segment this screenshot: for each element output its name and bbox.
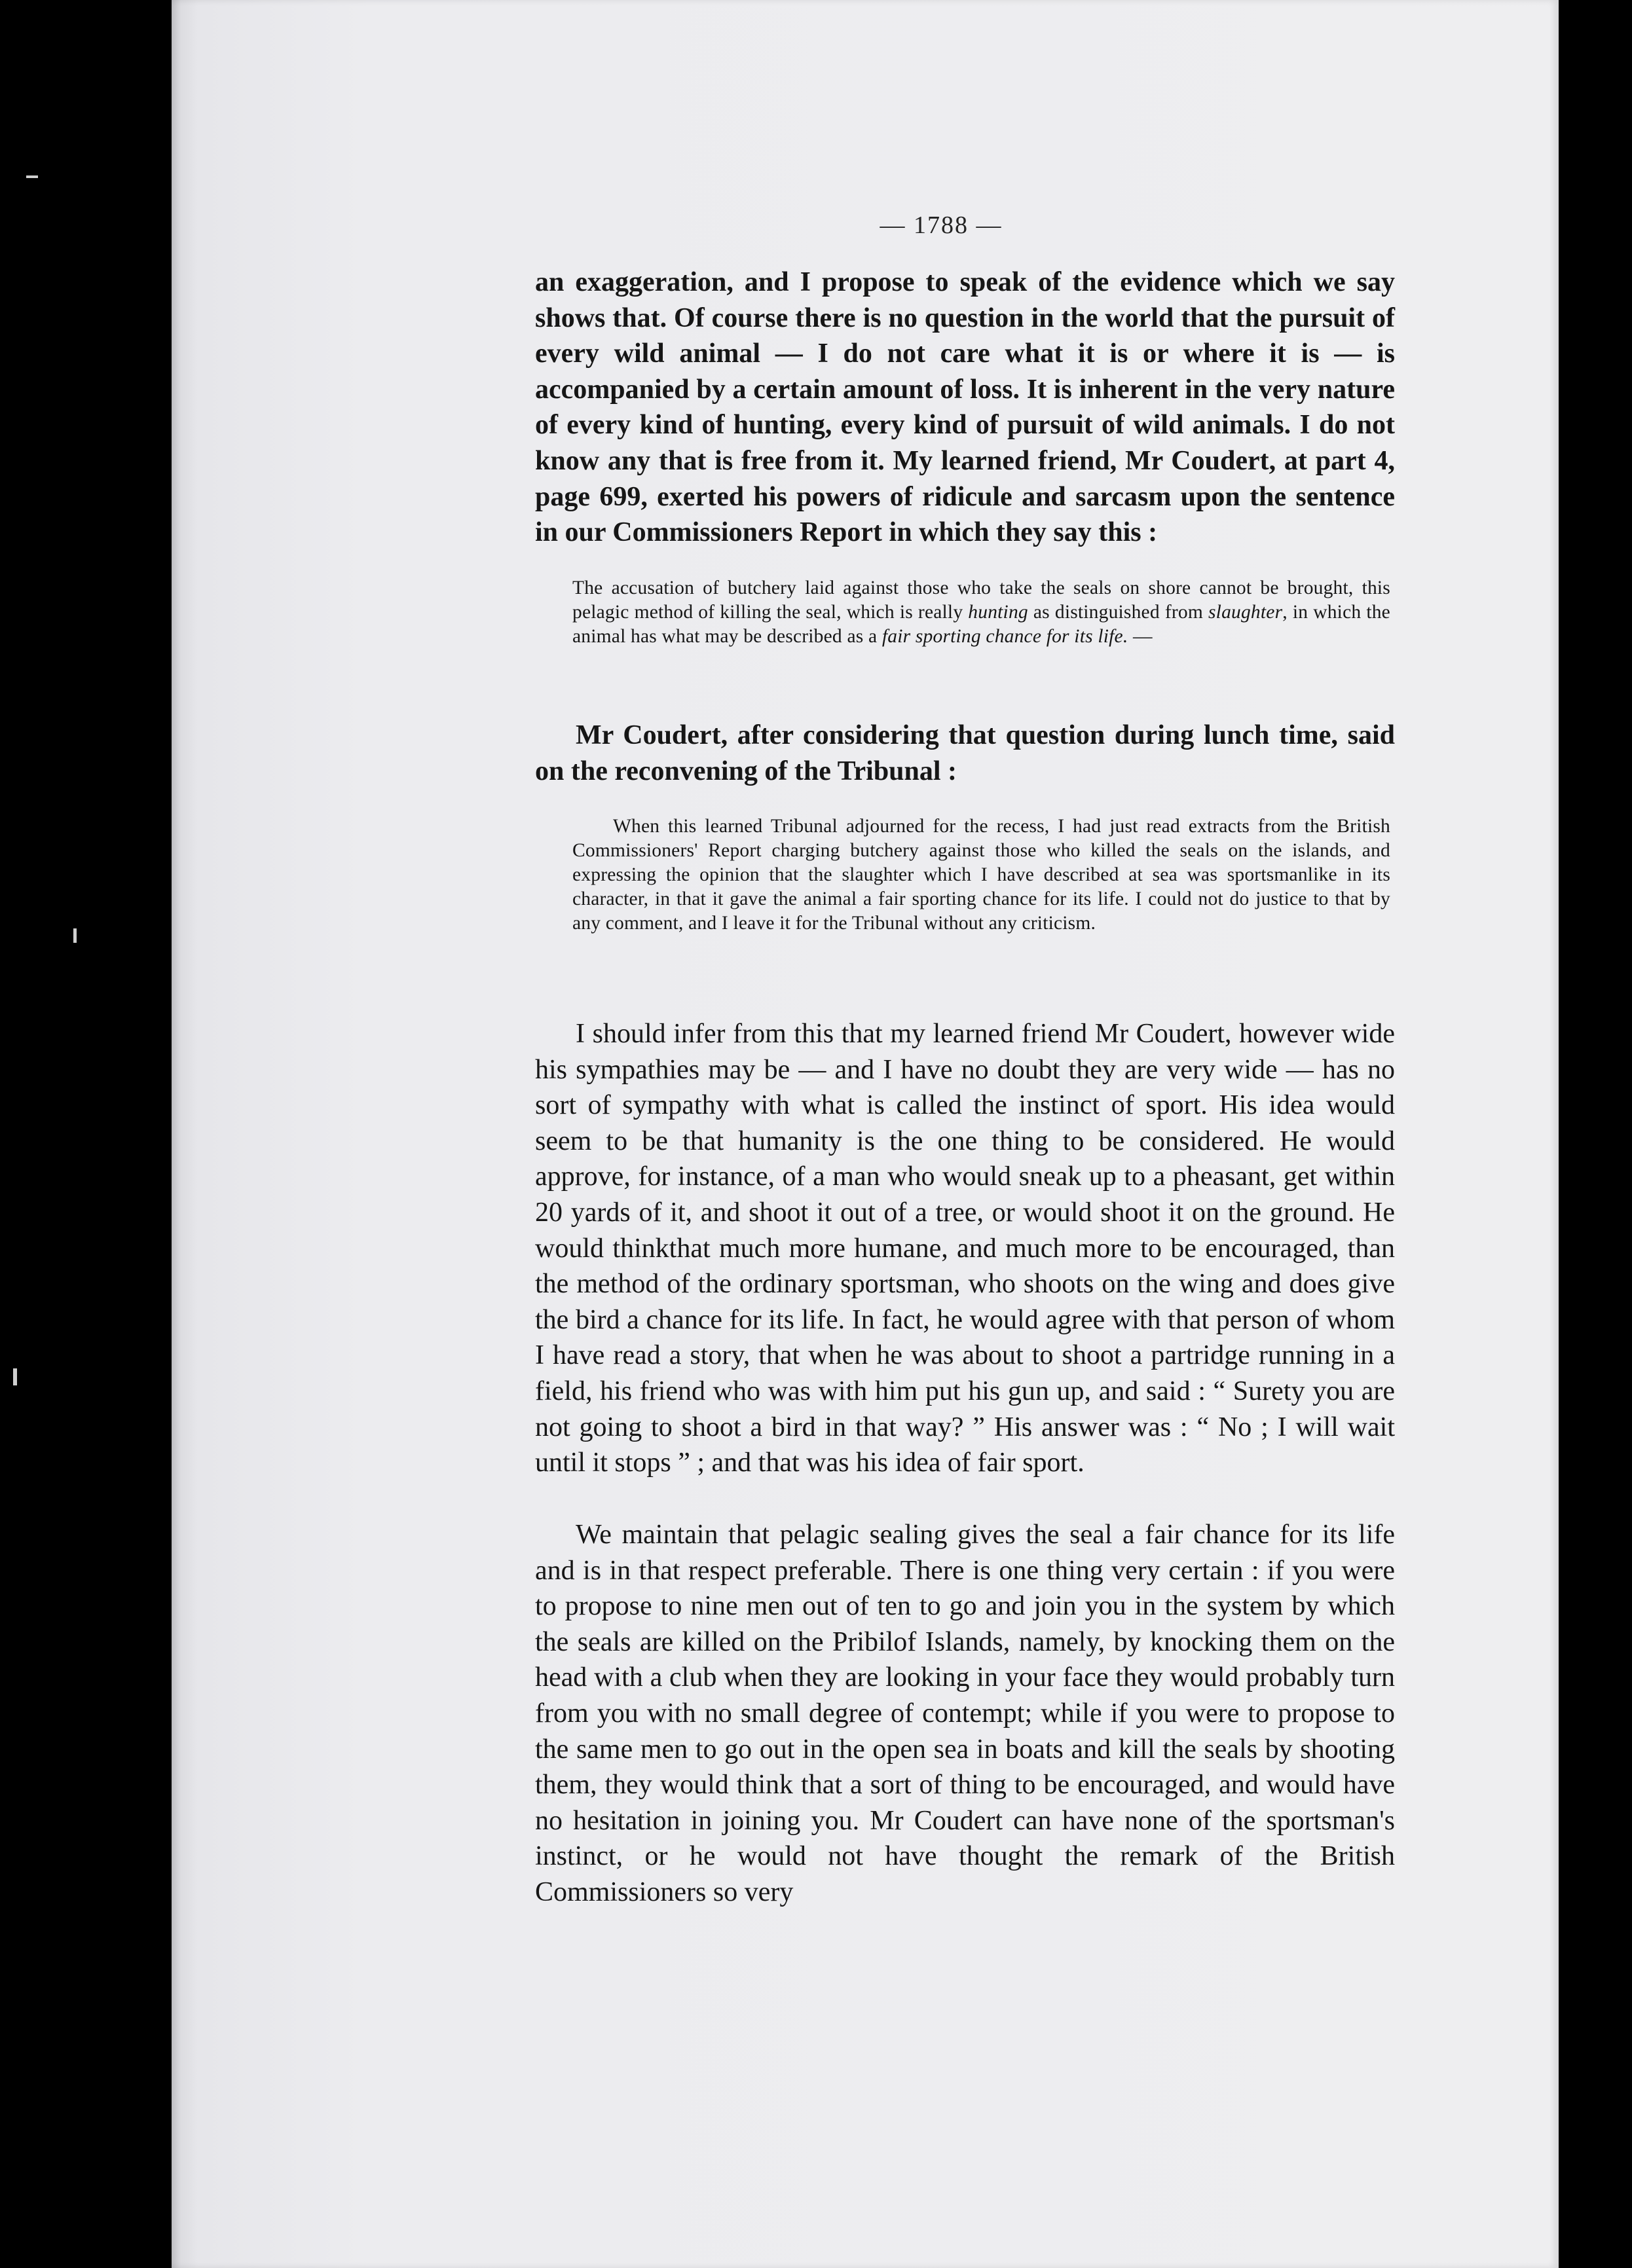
block-quote-1 xyxy=(572,576,1390,649)
quote-1-text-a: The accusation of butchery laid against those who take the seals on shore cannot be brought, this pelagic method of killing the seal, which is really xyxy=(572,577,1390,623)
quote-1-fair-chance: fair sporting chance for its life. xyxy=(881,626,1128,647)
paragraph-2: Mr Coudert, after considering that question during lunch time, said on the reconvening of the Tribunal : xyxy=(535,720,1395,786)
quote-1-slaughter: slaughter xyxy=(1208,602,1283,623)
scan-border-right xyxy=(1559,0,1632,2268)
quote-1-text-b: as distinguished from xyxy=(1028,602,1208,623)
scan-speck xyxy=(13,1368,17,1385)
scan-speck xyxy=(26,175,38,178)
block-quote-2: When this learned Tribunal adjourned for the recess, I had just read extracts from the British Commissioners' Report charging butchery against those who killed the seals on the islands, and expressing the opinion that the slaughter which I have described at sea was sportsmanlike in its character, in that it gave the animal a fair sporting chance for its life. I could not do justice to that by any comment, and I leave it for the Tribunal without any criticism. xyxy=(572,816,1390,934)
quote-1-text-d: — xyxy=(1128,626,1153,647)
scan-speck xyxy=(73,928,77,943)
page-number: — 1788 — xyxy=(880,211,1003,239)
quote-1-text-c: , in which the animal has what may be described as a xyxy=(572,602,1390,647)
paragraph-3: I should infer from this that my learned friend Mr Coudert, however wide his sympathies may be — and I have no doubt they are very wide — has no sort of sympathy with what is called the instinct of sport. His idea would seem to be that humanity is the one thing to be considered. He would approve, for instance, of a man who would sneak up to a pheasant, get within 20 yards of it, and shoot it out of a tree, or would shoot it on the ground. He would thinkthat much more humane, and much more to be encouraged, than the method of the ordinary sportsman, who shoots on the wing and does give the bird a chance for its life. In fact, he would agree with that person of whom I have read a story, that when he was about to shoot a partridge running in a field, his friend who was with him put his gun up, and said : “ Surety you are not going to shoot a bird in that way? ” His answer was : “ No ; I will wait until it stops ” ; and that was his idea of fair sport. xyxy=(535,1019,1395,1478)
quote-1-hunting: hunting xyxy=(968,602,1028,623)
scan-border-left xyxy=(0,0,172,2268)
paragraph-4: We maintain that pelagic sealing gives the seal a fair chance for its life and is in that respect preferable. There is one thing very certain : if you were to propose to nine men out of ten to go and join you in the system by which the seals are killed on the Pribilof Islands, namely, by knocking them on the head with a club when they are looking in your face they would probably turn from you with no small degree of contempt; while if you were to propose to the same men to go out in the open sea in boats and kill the seals by shooting them, they would think that a sort of thing to be encouraged, and would have no hesitation in joining you. Mr Coudert can have none of the sportsman's instinct, or he would not have thought the remark of the British Commissioners so very xyxy=(535,1520,1395,1907)
paragraph-1: an exaggeration, and I propose to speak of the evidence which we say shows that. Of course there is no question in the world that the pursuit of every wild animal — I do not care what it is or where it is — is accompanied by a certain amount of loss. It is inherent in the very nature of every kind of hunting, every kind of pursuit of wild animals. I do not know any that is free from it. My learned friend, Mr Coudert, at part 4, page 699, exerted his powers of ridicule and sarcasm upon the sentence in our Commissioners Report in which they say this : xyxy=(535,267,1395,548)
